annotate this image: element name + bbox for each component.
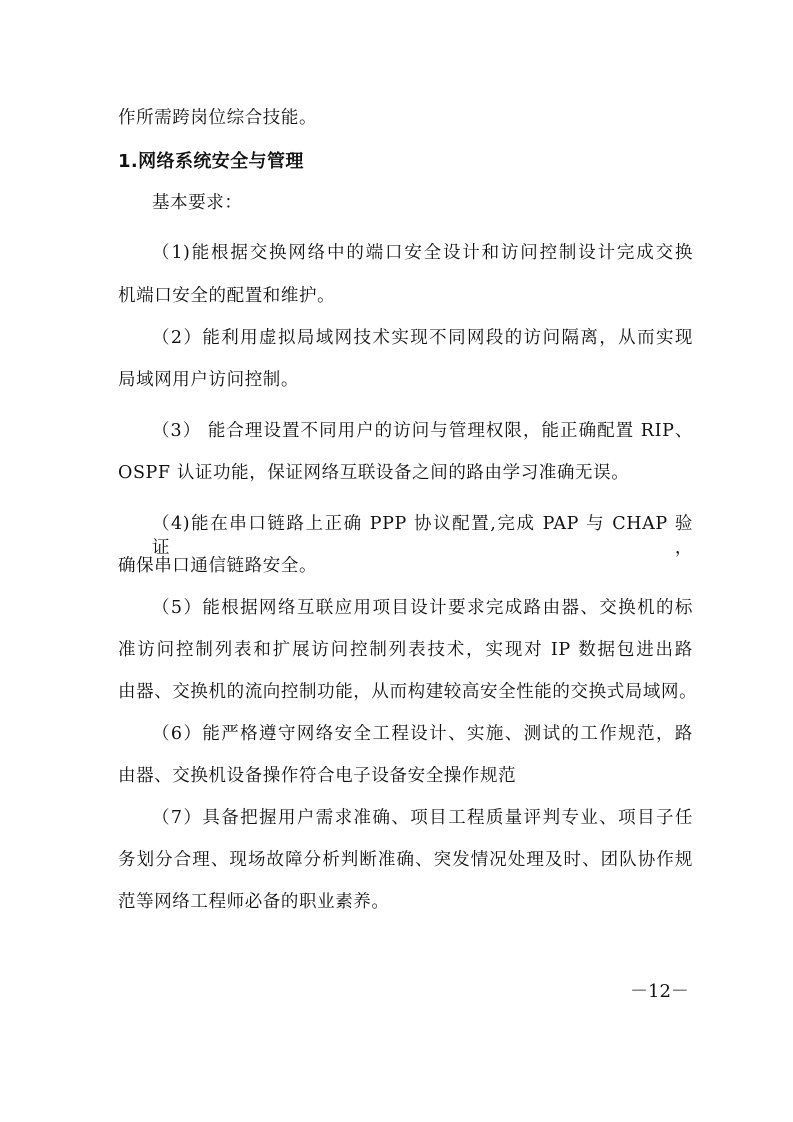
item-5-line-1: （5）能根据网络互联应用项目设计要求完成路由器、交换机的标 (152, 598, 693, 618)
item-4-line-1: （4)能在串口链路上正确 PPP 协议配置,完成 PAP 与 CHAP 验证， (152, 514, 693, 558)
item-4-line-2: 确保串口通信链路安全。 (118, 556, 318, 576)
item-2-line-1: （2）能利用虚拟局域网技术实现不同网段的访问隔离，从而实现 (152, 328, 693, 348)
intro-fragment: 作所需跨岗位综合技能。 (118, 108, 318, 128)
item-7-line-2: 务划分合理、现场故障分析判断准确、突发情况处理及时、团队协作规 (118, 850, 693, 870)
item-3-line-1: （3） 能合理设置不同用户的访问与管理权限，能正确配置 RIP、 (152, 421, 693, 441)
item-7-line-3: 范等网络工程师必备的职业素养。 (118, 892, 390, 912)
item-7-line-1: （7）具备把握用户需求准确、项目工程质量评判专业、项目子任 (152, 808, 693, 828)
item-2-line-2: 局域网用户访问控制。 (118, 370, 299, 390)
page-number: －12－ (630, 981, 689, 1002)
item-3-line-2: OSPF 认证功能，保证网络互联设备之间的路由学习准确无误。 (118, 463, 630, 483)
section-heading: 1.网络系统安全与管理 (118, 151, 304, 172)
item-1-line-2: 机端口安全的配置和维护。 (118, 286, 336, 306)
item-6-line-2: 由器、交换机设备操作符合电子设备安全操作规范 (118, 766, 517, 786)
item-5-line-3: 由器、交换机的流向控制功能，从而构建较高安全性能的交换式局域网。 (118, 682, 698, 702)
subheading: 基本要求： (152, 193, 243, 213)
item-1-line-1: （1)能根据交换网络中的端口安全设计和访问控制设计完成交换 (152, 243, 693, 263)
item-6-line-1: （6）能严格遵守网络安全工程设计、实施、测试的工作规范，路 (152, 724, 693, 744)
item-5-line-2: 准访问控制列表和扩展访问控制列表技术，实现对 IP 数据包进出路 (118, 640, 693, 660)
